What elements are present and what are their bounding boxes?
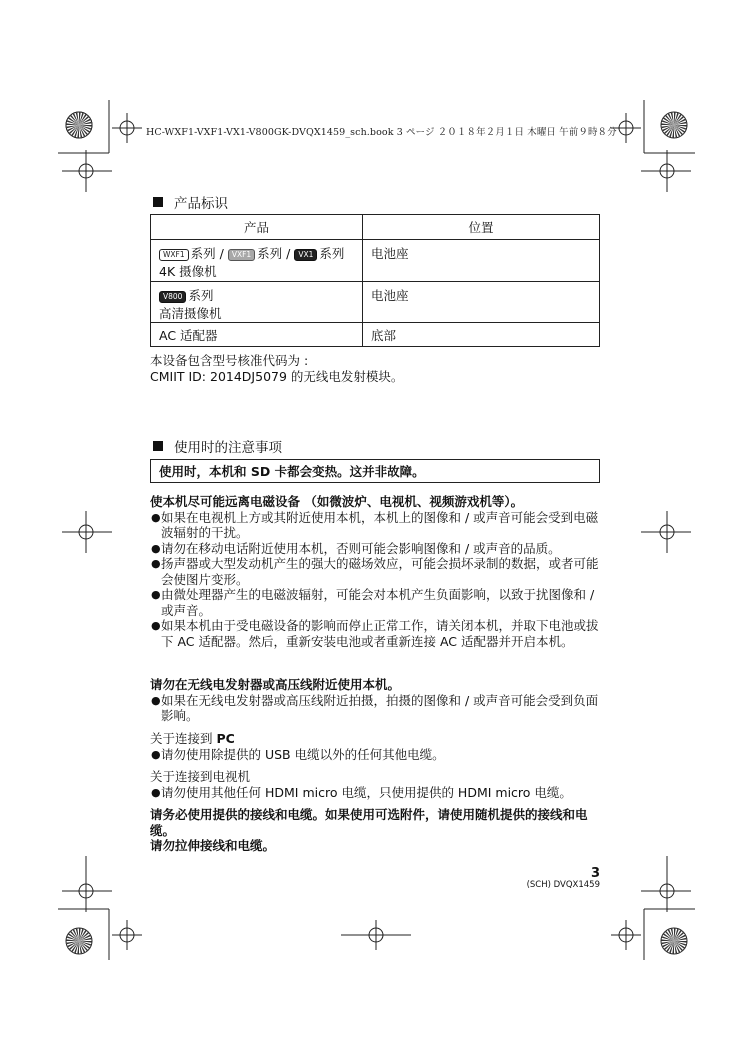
note-line: CMIIT ID: 2014DJ5079 的无线电发射模块。 — [150, 369, 404, 384]
cmiit-note — [150, 353, 600, 385]
series-text: 系列 / — [190, 246, 224, 261]
tv-block — [150, 769, 600, 800]
bullet-dot-icon: ● — [151, 588, 161, 601]
table-cell-position: 电池座 — [363, 240, 600, 282]
table-row — [151, 282, 600, 323]
file-header-line: HC-WXF1-VXF1-VX1-V800GK-DVQX1459_sch.book 3 ページ ２０１８年２月１日 木曜日 午前９時８分 — [146, 127, 617, 138]
em-devices-block — [150, 494, 600, 649]
bullet-dot-icon: ● — [151, 557, 161, 570]
model-badge: WXF1 — [159, 249, 189, 261]
section-title-text: 产品标识 — [174, 196, 228, 212]
bullet-dot-icon: ● — [151, 785, 161, 799]
list-item-text: 如果在电视机上方或其附近使用本机，本机上的图像和 / 或声音可能会受到电磁波辐射的干扰。 — [161, 509, 599, 540]
list-item-text: 请勿在移动电话附近使用本机，否则可能会影响图像和 / 或声音的品质。 — [161, 540, 561, 556]
square-bullet-icon — [153, 197, 163, 207]
square-bullet-icon — [153, 441, 163, 451]
registration-wheel-icon — [66, 928, 92, 954]
table-cell-position: 电池座 — [363, 282, 600, 323]
section-title-text: 使用时的注意事项 — [174, 440, 282, 456]
list-item-text: 请勿使用除提供的 USB 电缆以外的任何其他电缆。 — [161, 746, 445, 762]
table-cell-position: 底部 — [363, 323, 600, 347]
subheading: 使本机尽可能远离电磁设备 （如微波炉、电视机、视频游戏机等）。 — [150, 494, 524, 509]
registration-wheel-icon — [66, 112, 92, 138]
model-badge: VXF1 — [228, 249, 255, 261]
series-text: 系列 — [188, 288, 214, 303]
model-badge: V800 — [159, 291, 186, 303]
bullet-dot-icon: ● — [151, 510, 161, 524]
bullet-dot-icon: ● — [151, 619, 161, 632]
cable-warning-block — [150, 807, 600, 854]
radio-block — [150, 677, 600, 724]
list-item — [150, 556, 600, 587]
subheading-em: PC — [216, 731, 235, 746]
table-cell-product: AC 适配器 — [151, 323, 363, 347]
product-type-text: 高清摄像机 — [159, 306, 222, 321]
series-text: 系列 — [319, 246, 345, 261]
list-item — [150, 618, 600, 649]
table-row — [151, 323, 600, 347]
heat-notice-box: 使用时，本机和 SD 卡都会变热。这并非故障。 — [150, 459, 600, 483]
list-item-text: 如果本机由于受电磁设备的影响而停止正常工作，请关闭本机，并取下电池或拔下 AC 适配器。然后，重新安装电池或者重新连接 AC 适配器并开启本机。 — [161, 618, 599, 649]
bullet-dot-icon: ● — [151, 747, 161, 761]
model-badge: VX1 — [294, 249, 317, 261]
note-line: 本设备包含型号核准代码为 : — [150, 353, 309, 368]
pc-block — [150, 731, 600, 762]
list-item-text: 如果在无线电发射器或高压线附近拍摄，拍摄的图像和 / 或声音可能会受到负面影响。 — [161, 692, 599, 723]
subheading-text: 关于连接到 — [150, 731, 217, 746]
list-item — [150, 693, 600, 724]
subheading: 关于连接到电视机 — [150, 769, 251, 784]
list-item — [150, 587, 600, 618]
doc-code: (SCH) DVQX1459 — [526, 880, 600, 890]
series-text: 系列 / — [257, 246, 291, 261]
list-item-text: 由微处理器产生的电磁波辐射，可能会对本机产生负面影响，以致于扰图像和 / 或声音。 — [161, 587, 595, 618]
table-cell-product — [151, 282, 363, 323]
warning-text: 请勿拉伸接线和电缆。 — [150, 838, 276, 853]
list-item — [150, 510, 600, 541]
list-item-text: 扬声器或大型发动机产生的强大的磁场效应，可能会损坏录制的数据，或者可能会使图片变形。 — [161, 556, 599, 587]
col-header-product: 产品 — [151, 215, 363, 240]
table-cell-product — [151, 240, 363, 282]
registration-wheel-icon — [661, 112, 687, 138]
warning-text: 请务必使用提供的接线和电缆。如果使用可选附件，请使用随机提供的接线和电缆。 — [150, 807, 588, 838]
list-item — [150, 747, 600, 763]
table-row — [151, 240, 600, 282]
col-header-position: 位置 — [363, 215, 600, 240]
bullet-dot-icon: ● — [151, 541, 161, 555]
subheading: 请勿在无线电发射器或高压线附近使用本机。 — [150, 677, 401, 692]
product-id-table — [150, 214, 600, 347]
registration-wheel-icon — [661, 928, 687, 954]
subheading — [150, 731, 600, 747]
list-item — [150, 785, 600, 801]
section-title-precautions — [153, 436, 282, 456]
page-number: 3 — [590, 866, 600, 881]
table-header-row — [151, 215, 600, 240]
bullet-dot-icon: ● — [151, 693, 161, 707]
list-item — [150, 541, 600, 557]
list-item-text: 请勿使用其他任何 HDMI micro 电缆，只使用提供的 HDMI micro 电缆。 — [161, 784, 572, 800]
product-type-text: 4K 摄像机 — [159, 264, 217, 279]
section-title-product-id — [153, 192, 228, 212]
